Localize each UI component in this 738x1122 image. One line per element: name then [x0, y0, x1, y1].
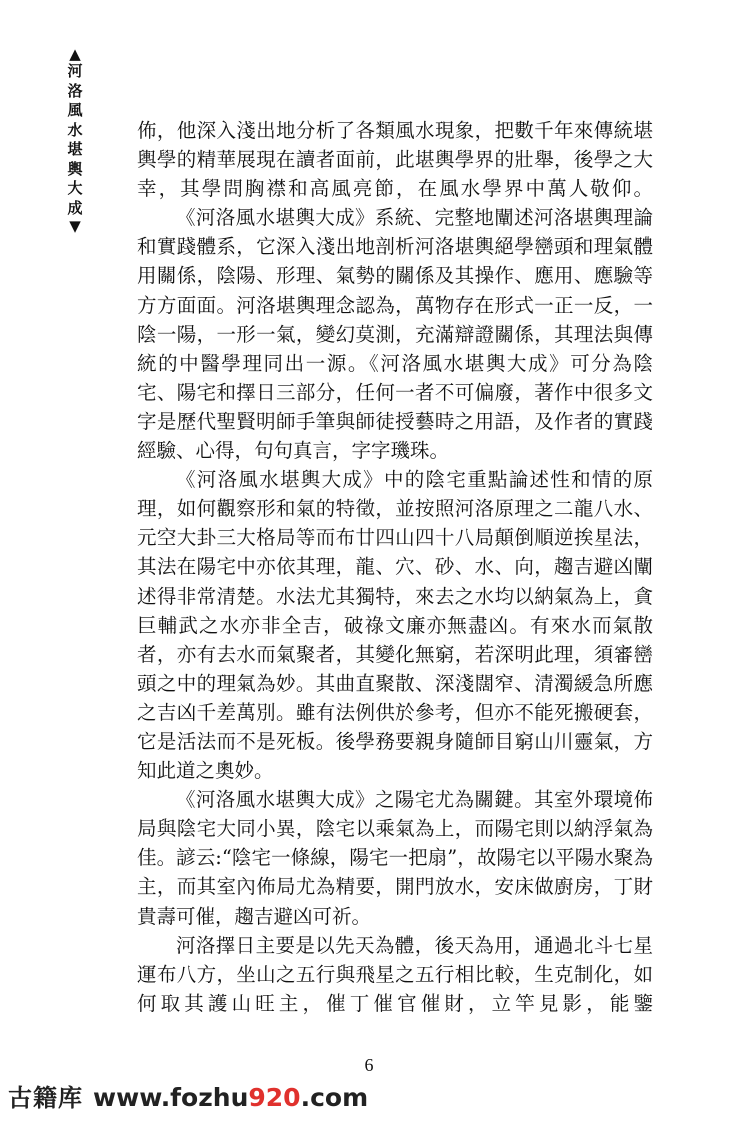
- side-title-text: 河洛風水堪輿大成: [67, 62, 83, 217]
- paragraph-4: 《河洛風水堪輿大成》之陽宅尤為關鍵。其室外環境佈局與陰宅大同小異，陰宅以乘氣為上，而陽宅則以納浮氣為佳。諺云:“陰宅一條線，陽宅一把扇”，故陽宅以平陽水聚為主，而其室內佈局尤為精要，開門放水，安床做廚房，丁財貴壽可催，趨吉避凶可祈。: [137, 788, 653, 928]
- watermark-url-prefix: www.fozhu: [93, 1083, 249, 1112]
- paragraph-3: 《河洛風水堪輿大成》中的陰宅重點論述性和情的原理，如何觀察形和氣的特徵，並按照河洛原理之二龍八水、元空大卦三大格局等而布廿四山四十八局顛倒順逆挨星法，其法在陽宅中亦依其理，龍、穴、砂、水、向，趨吉避凶闡述得非常清楚。水法尤其獨特，來去之水均以納氣為上，貪巨輔武之水亦非全吉，破祿文廉亦無盡凶。有來水而氣散者，亦有去水而氣聚者，其變化無窮，若深明此理，須審巒頭之中的理氣為妙。其曲直聚散、深淺闊窄、清濁緩急所應之吉凶千差萬別。雖有法例供於參考，但亦不能死搬硬套，它是活法而不是死板。後學務要親身隨師目窮山川靈氣，方知此道之奧妙。: [137, 468, 653, 783]
- watermark-url: [93, 1083, 368, 1112]
- triangle-down-icon: ▼: [69, 217, 81, 235]
- side-running-title: [58, 46, 92, 234]
- paragraph-5: 河洛擇日主要是以先天為體，後天為用，通過北斗七星運布八方，坐山之五行與飛星之五行相比較，生克制化，如何取其護山旺主，催丁催官催財，立竿見影，能鑒: [137, 933, 653, 1015]
- body-text: [137, 116, 653, 1018]
- triangle-up-icon: ▲: [69, 45, 81, 63]
- page-number: 6: [364, 1055, 374, 1075]
- paragraph-2: 《河洛風水堪輿大成》系統、完整地闡述河洛堪輿理論和實踐體系，它深入淺出地剖析河洛堪輿絕學巒頭和理氣體用關係，陰陽、形理、氣勢的關係及其操作、應用、應驗等方方面面。河洛堪輿理念認為，萬物存在形式一正一反，一陰一陽，一形一氣，變幻莫測，充滿辯證關係，其理法與傳統的中醫學理同出一源。《河洛風水堪輿大成》可分為陰宅、陽宅和擇日三部分，任何一者不可偏廢，著作中很多文字是歷代聖賢明師手筆與師徒授藝時之用語，及作者的實踐經驗、心得，句句真言，字字璣珠。: [137, 206, 653, 463]
- paragraph-1: 佈，他深入淺出地分析了各類風水現象，把數千年來傳統堪輿學的精華展現在讀者面前，此堪輿學界的壯舉，後學之大幸，其學問胸襟和高風亮節，在風水學界中萬人敬仰。: [137, 119, 653, 201]
- watermark-url-suffix: .com: [300, 1083, 369, 1112]
- watermark-url-number: 920: [248, 1083, 301, 1112]
- watermark-site-name: 古籍库: [8, 1084, 83, 1112]
- watermark: [8, 1078, 368, 1112]
